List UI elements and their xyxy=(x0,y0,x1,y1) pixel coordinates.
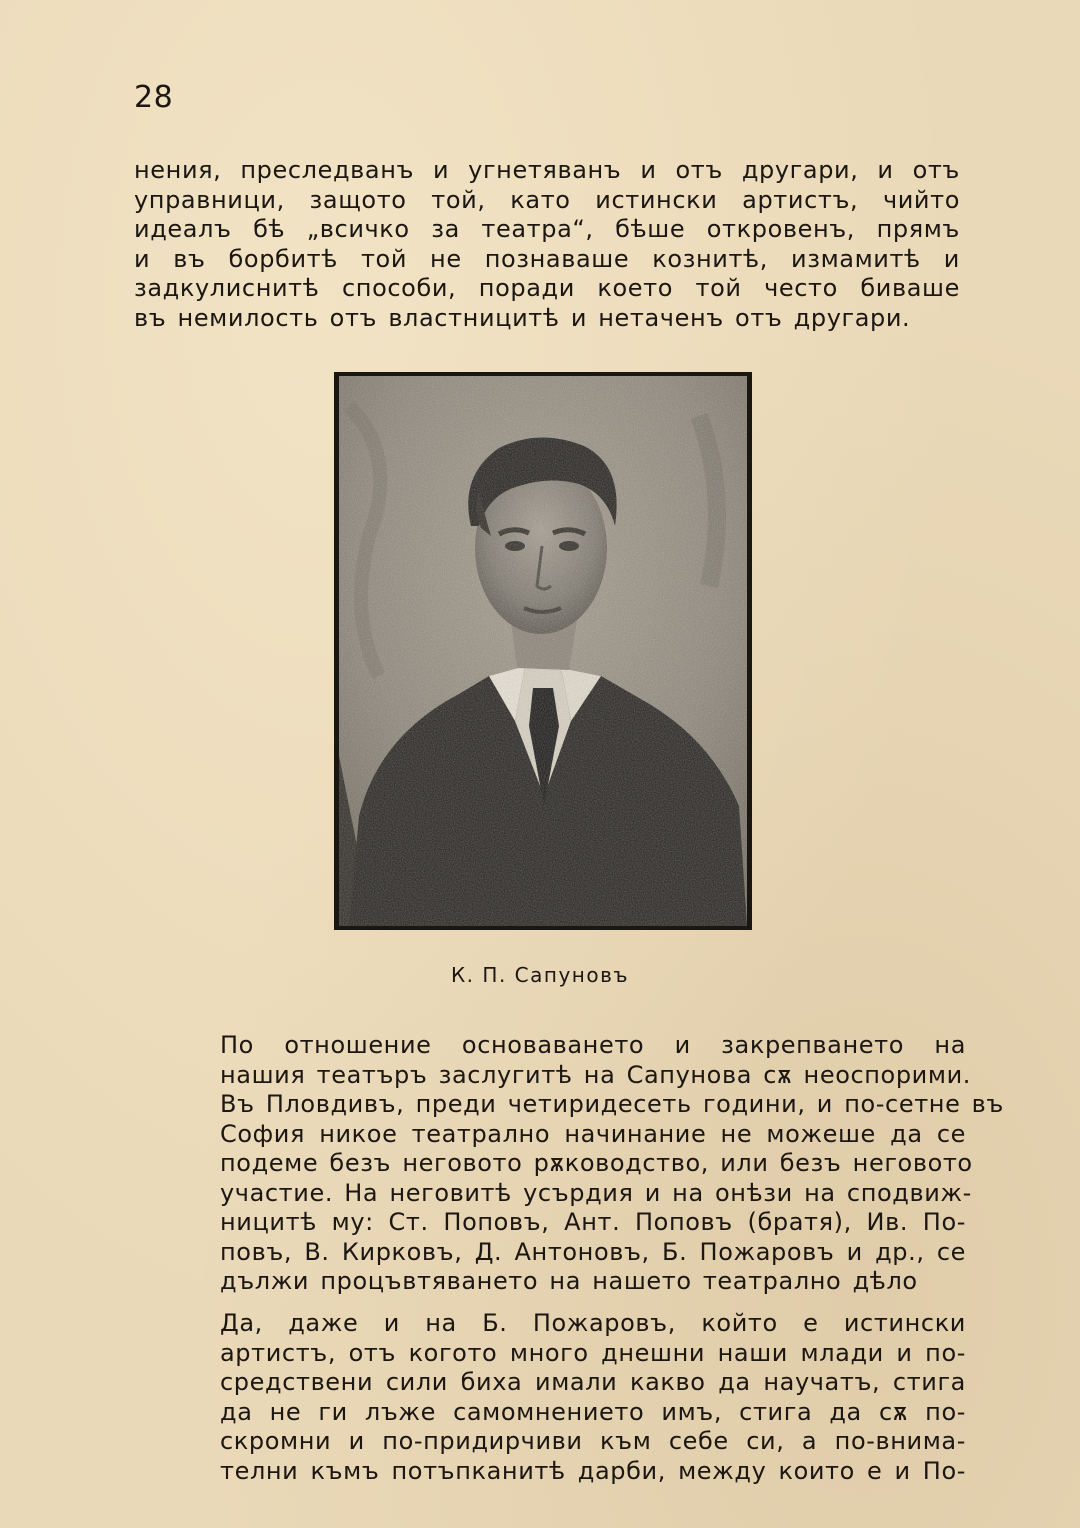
paragraph-contributions xyxy=(142,1031,1004,1297)
portrait-image xyxy=(339,376,747,926)
text-line: средствени сили биха имали какво да научатъ, стига xyxy=(220,1368,966,1396)
text-line: подеме безъ неговото рѫководство, или безъ неговото xyxy=(220,1149,973,1177)
text-line: въ немилость отъ властницитѣ и нетаченъ отъ другари. xyxy=(134,303,911,332)
text-line: нашия театъръ заслугитѣ на Сапунова сѫ неоспорими. xyxy=(220,1060,972,1089)
text-line: Да, даже и на Б. Пожаровъ, който е истински xyxy=(220,1309,966,1337)
text-line: управници, защото той, като истински артистъ, чийто xyxy=(134,185,960,214)
text-line: дължи процъвтяването на нашето театрално дѣло xyxy=(220,1267,918,1295)
text-line: Въ Пловдивъ, преди четиридесеть години, и по-сетне въ xyxy=(220,1090,1004,1118)
text-line: повъ, В. Кирковъ, Д. Антоновъ, Б. Пожаровъ и др., се xyxy=(220,1237,966,1266)
text-line: скромни и по-придирчиви към себе си, а по-внима- xyxy=(220,1427,966,1455)
paragraph-opening xyxy=(134,156,960,333)
portrait-caption: К. П. Сапуновъ xyxy=(450,963,630,987)
text-line: идеалъ бѣ „всичко за театра“, бѣше откровенъ, прямъ xyxy=(134,215,960,243)
text-line: да не ги лъже самомнението имъ, стига да сѫ по- xyxy=(220,1397,966,1426)
text-line: София никое театрално начинание не можеше да се xyxy=(220,1119,966,1148)
text-line: нения, преследванъ и угнетяванъ и отъ другари, и отъ xyxy=(134,156,960,184)
text-line: задкулиснитѣ способи, поради което той често биваше xyxy=(134,274,960,302)
text-line: ницитѣ му: Ст. Поповъ, Ант. Поповъ (братя), Ив. По- xyxy=(220,1208,966,1236)
paragraph-pozharov xyxy=(142,1309,966,1486)
text-line: артистъ, отъ когото много днешни наши млади и по- xyxy=(220,1338,966,1367)
portrait-photo xyxy=(334,372,752,930)
text-line: По отношение основаването и закрепването на xyxy=(220,1031,966,1059)
text-line: и въ борбитѣ той не познаваше кознитѣ, измамитѣ и xyxy=(134,244,960,273)
text-line: телни къмъ потъпканитѣ дарби, между които е и По- xyxy=(220,1456,966,1485)
text-line: участие. На неговитѣ усърдия и на онѣзи на сподвиж- xyxy=(220,1178,972,1207)
page-number: 28 xyxy=(134,80,174,115)
